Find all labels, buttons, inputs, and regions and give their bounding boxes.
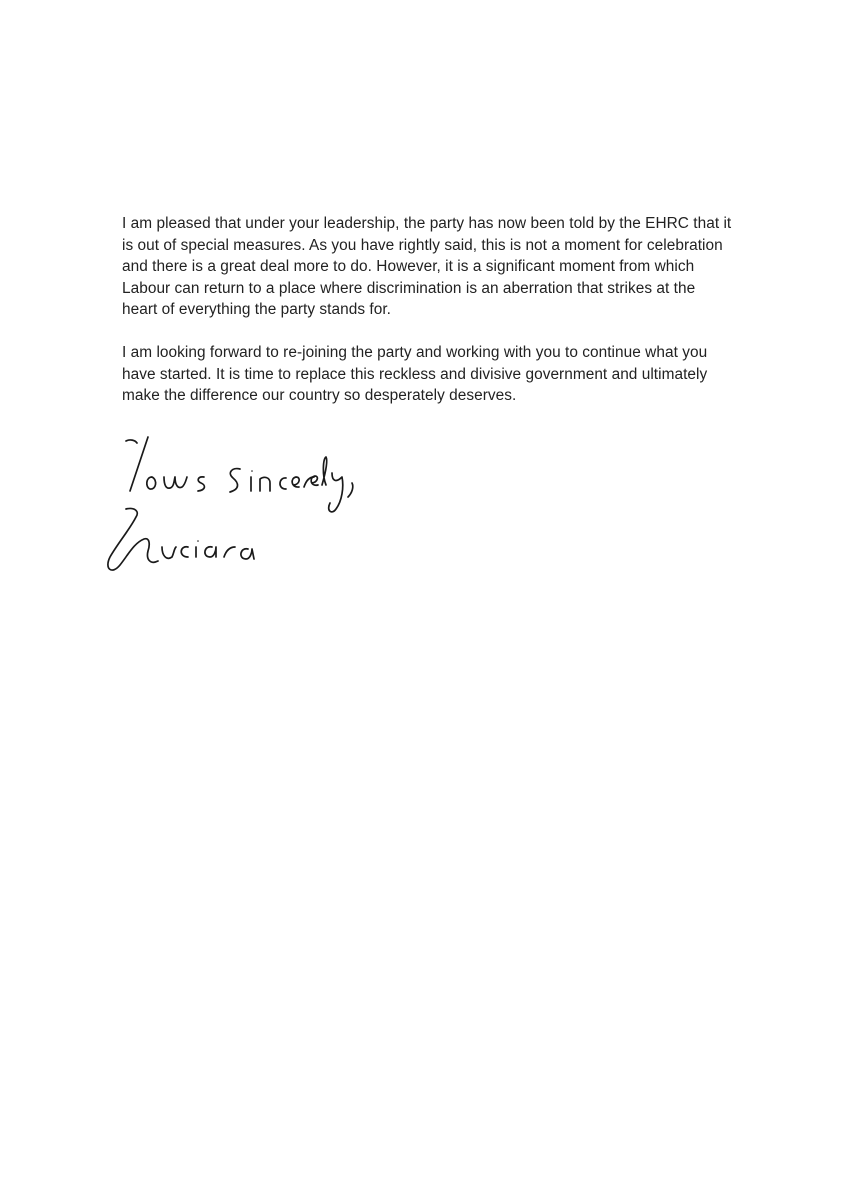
paragraph-line: I am pleased that under your leadership, the party has now been told by the EHRC that it <box>122 215 732 232</box>
paragraph-line: make the difference our country so desperately deserves. <box>122 387 517 405</box>
paragraph-line: I am looking forward to re-joining the party and working with you to continue what you <box>122 343 708 361</box>
paragraph-line: heart of everything the party stands for. <box>122 301 391 319</box>
handwritten-signature <box>108 508 254 570</box>
paragraph-2 <box>122 342 742 407</box>
paragraph-line: and there is a great deal more to do. However, it is a significant moment from which <box>122 258 695 276</box>
paragraph-line: is out of special measures. As you have rightly said, this is not a moment for celebration <box>122 236 723 254</box>
letter-body <box>122 213 742 407</box>
paragraph-line: Labour can return to a place where discrimination is an aberration that strikes at the <box>122 279 696 297</box>
handwritten-closing <box>126 437 353 512</box>
handwritten-signoff <box>90 425 390 595</box>
paragraph-line: have started. It is time to replace this reckless and divisive government and ultimately <box>122 365 708 383</box>
paragraph-1 <box>122 213 742 321</box>
handwritten-signoff-drawing <box>90 425 390 595</box>
